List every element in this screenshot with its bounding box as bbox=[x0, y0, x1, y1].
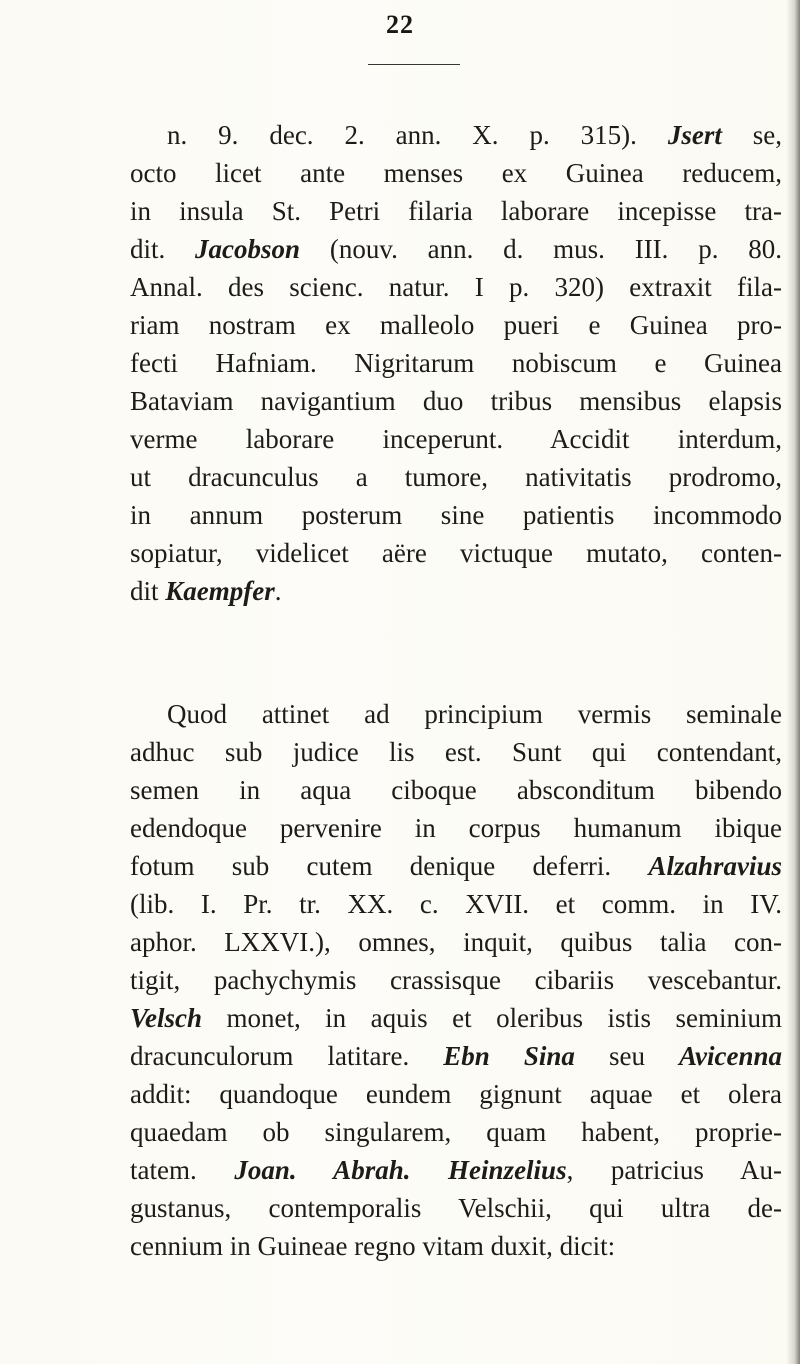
paragraph-1 bbox=[130, 116, 782, 610]
text-segment: sopiatur, videlicet aëre victuque mutato, conten- bbox=[130, 538, 782, 568]
text-segment: tatem. bbox=[130, 1155, 235, 1185]
italic-name: Jsert bbox=[667, 120, 722, 150]
text-line bbox=[130, 1113, 782, 1151]
text-line bbox=[130, 306, 782, 344]
text-segment: adhuc sub judice lis est. Sunt qui contendant, bbox=[130, 737, 782, 767]
page-number-rule bbox=[368, 64, 460, 65]
text-line bbox=[130, 154, 782, 192]
text-segment: Quod attinet ad principium vermis seminale bbox=[167, 699, 782, 729]
text-segment: verme laborare inceperunt. Accidit interdum, bbox=[130, 424, 782, 454]
text-line bbox=[130, 572, 782, 610]
text-line bbox=[130, 344, 782, 382]
text-segment: in annum posterum sine patientis incommodo bbox=[130, 500, 782, 530]
text-line bbox=[130, 847, 782, 885]
text-segment: gustanus, contemporalis Velschii, qui ultra de- bbox=[130, 1193, 782, 1223]
text-line bbox=[130, 809, 782, 847]
text-segment: tigit, pachychymis crassisque cibariis vescebantur. bbox=[130, 965, 782, 995]
text-segment: in insula St. Petri filaria laborare incepisse tra- bbox=[130, 196, 782, 226]
text-segment: . bbox=[274, 576, 282, 606]
italic-name: Jacobson bbox=[195, 234, 301, 264]
text-segment: (lib. I. Pr. tr. XX. c. XVII. et comm. in IV. bbox=[130, 889, 782, 919]
text-segment: Annal. des scienc. natur. I p. 320) extraxit fila- bbox=[130, 272, 782, 302]
text-segment: seu bbox=[574, 1041, 680, 1071]
text-segment: dracunculorum latitare. bbox=[130, 1041, 444, 1071]
text-line bbox=[130, 1151, 782, 1189]
text-segment: dit bbox=[130, 576, 166, 606]
text-segment: fecti Hafniam. Nigritarum nobiscum e Guinea bbox=[130, 348, 782, 378]
text-segment: addit: quandoque eundem gignunt aquae et olera bbox=[130, 1079, 782, 1109]
text-line bbox=[130, 420, 782, 458]
paragraph-2 bbox=[130, 695, 782, 1265]
text-line bbox=[130, 1037, 782, 1075]
text-segment: quaedam ob singularem, quam habent, proprie- bbox=[130, 1117, 782, 1147]
text-line bbox=[130, 268, 782, 306]
italic-name: Avicenna bbox=[679, 1041, 783, 1071]
text-segment: , patricius Au- bbox=[566, 1155, 782, 1185]
text-segment: fotum sub cutem denique deferri. bbox=[130, 851, 649, 881]
text-segment: edendoque pervenire in corpus humanum ibique bbox=[130, 813, 782, 843]
text-line bbox=[130, 496, 782, 534]
text-line bbox=[130, 458, 782, 496]
text-line bbox=[130, 999, 782, 1037]
italic-name: Kaempfer bbox=[165, 576, 275, 606]
text-segment: semen in aqua ciboque absconditum bibendo bbox=[130, 775, 782, 805]
text-segment: aphor. LXXVI.), omnes, inquit, quibus talia con- bbox=[130, 927, 782, 957]
italic-name: Velsch bbox=[130, 1003, 203, 1033]
text-segment: n. 9. dec. 2. ann. X. p. 315). bbox=[167, 120, 668, 150]
text-line bbox=[130, 1227, 782, 1265]
text-segment: se, bbox=[721, 120, 782, 150]
text-segment: dit. bbox=[130, 234, 196, 264]
text-segment: cennium in Guineae regno vitam duxit, dicit: bbox=[130, 1231, 616, 1261]
text-line bbox=[130, 230, 782, 268]
text-line bbox=[130, 923, 782, 961]
italic-name: Joan. Abrah. Heinzelius bbox=[234, 1155, 567, 1185]
text-line bbox=[130, 885, 782, 923]
text-line bbox=[130, 1189, 782, 1227]
text-line bbox=[130, 534, 782, 572]
text-line bbox=[130, 382, 782, 420]
text-line bbox=[130, 733, 782, 771]
text-segment: riam nostram ex malleolo pueri e Guinea pro- bbox=[130, 310, 782, 340]
text-line bbox=[130, 961, 782, 999]
text-line bbox=[130, 695, 782, 733]
text-line bbox=[130, 192, 782, 230]
text-segment: monet, in aquis et oleribus istis seminium bbox=[202, 1003, 782, 1033]
text-segment: (nouv. ann. d. mus. III. p. 80. bbox=[300, 234, 782, 264]
text-line bbox=[130, 1075, 782, 1113]
italic-name: Alzahravius bbox=[648, 851, 782, 881]
page-edge-shadow bbox=[786, 0, 800, 1364]
italic-name: Ebn Sina bbox=[443, 1041, 575, 1071]
page-number: 22 bbox=[386, 10, 414, 39]
text-segment: octo licet ante menses ex Guinea reducem, bbox=[130, 158, 782, 188]
text-segment: ut dracunculus a tumore, nativitatis prodromo, bbox=[130, 462, 782, 492]
text-line bbox=[130, 771, 782, 809]
text-segment: Bataviam navigantium duo tribus mensibus elapsis bbox=[130, 386, 782, 416]
text-line bbox=[130, 116, 782, 154]
